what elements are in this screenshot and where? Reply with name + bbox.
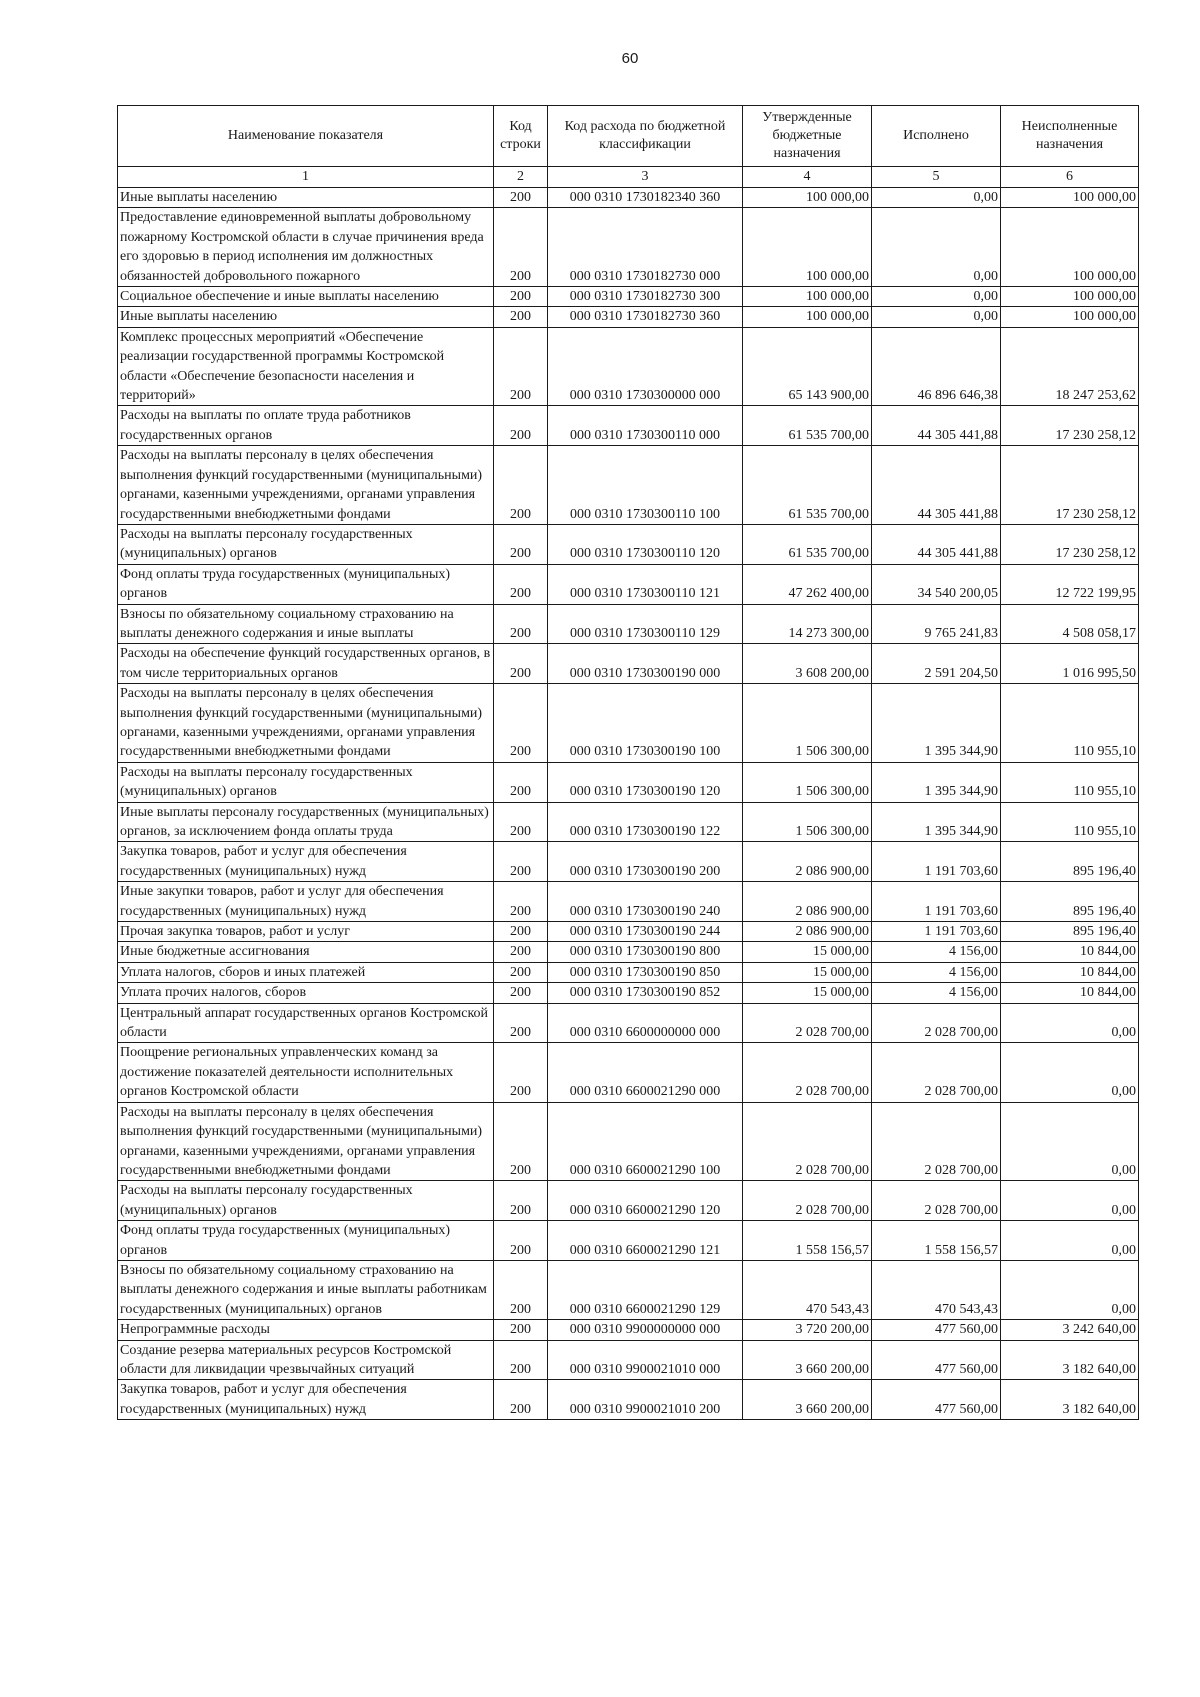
row-budget-code: 000 0310 1730300110 121 (548, 564, 743, 604)
row-code: 200 (494, 307, 548, 327)
row-approved: 2 028 700,00 (743, 1181, 872, 1221)
row-approved: 3 660 200,00 (743, 1340, 872, 1380)
row-budget-code: 000 0310 1730300000 000 (548, 327, 743, 406)
row-name: Создание резерва материальных ресурсов Костромской области для ликвидации чрезвычайных ситуаций (118, 1340, 494, 1380)
row-code: 200 (494, 327, 548, 406)
row-approved: 15 000,00 (743, 942, 872, 962)
row-code: 200 (494, 446, 548, 525)
row-executed: 9 765 241,83 (872, 604, 1001, 644)
row-unexecuted: 895 196,40 (1001, 922, 1139, 942)
row-name: Расходы на выплаты персоналу государственных (муниципальных) органов (118, 1181, 494, 1221)
row-unexecuted: 100 000,00 (1001, 208, 1139, 287)
row-unexecuted: 10 844,00 (1001, 962, 1139, 982)
row-executed: 4 156,00 (872, 942, 1001, 962)
row-unexecuted: 0,00 (1001, 1221, 1139, 1261)
row-budget-code: 000 0310 1730300190 800 (548, 942, 743, 962)
budget-execution-table (117, 105, 1139, 1420)
row-executed: 0,00 (872, 287, 1001, 307)
row-name: Центральный аппарат государственных органов Костромской области (118, 1003, 494, 1043)
row-executed: 1 395 344,90 (872, 762, 1001, 802)
row-approved: 3 608 200,00 (743, 644, 872, 684)
table-row (118, 842, 1139, 882)
table-row (118, 307, 1139, 327)
row-executed: 1 191 703,60 (872, 842, 1001, 882)
row-budget-code: 000 0310 1730300110 120 (548, 524, 743, 564)
table-row (118, 684, 1139, 763)
row-code: 200 (494, 802, 548, 842)
row-budget-code: 000 0310 1730182730 360 (548, 307, 743, 327)
row-code: 200 (494, 1043, 548, 1102)
row-executed: 2 028 700,00 (872, 1102, 1001, 1181)
row-budget-code: 000 0310 1730300110 129 (548, 604, 743, 644)
row-code: 200 (494, 644, 548, 684)
row-name: Поощрение региональных управленческих команд за достижение показателей деятельности исполнительных органов Костромской области (118, 1043, 494, 1102)
row-approved: 3 660 200,00 (743, 1380, 872, 1420)
row-approved: 65 143 900,00 (743, 327, 872, 406)
row-unexecuted: 895 196,40 (1001, 882, 1139, 922)
row-budget-code: 000 0310 9900021010 200 (548, 1380, 743, 1420)
row-budget-code: 000 0310 1730182340 360 (548, 188, 743, 208)
row-name: Иные закупки товаров, работ и услуг для обеспечения государственных (муниципальных) нужд (118, 882, 494, 922)
column-number: 5 (872, 167, 1001, 188)
row-name: Расходы на выплаты персоналу в целях обеспечения выполнения функций государственными (муниципальными) органами, казенными учреждениями, органами управления государственными внебюджетными фондами (118, 446, 494, 525)
row-budget-code: 000 0310 6600021290 000 (548, 1043, 743, 1102)
row-code: 200 (494, 604, 548, 644)
row-name: Социальное обеспечение и иные выплаты населению (118, 287, 494, 307)
table-row (118, 983, 1139, 1003)
row-budget-code: 000 0310 1730300190 852 (548, 983, 743, 1003)
row-approved: 2 028 700,00 (743, 1102, 872, 1181)
row-unexecuted: 895 196,40 (1001, 842, 1139, 882)
row-approved: 61 535 700,00 (743, 446, 872, 525)
row-code: 200 (494, 188, 548, 208)
row-unexecuted: 17 230 258,12 (1001, 446, 1139, 525)
row-budget-code: 000 0310 1730182730 300 (548, 287, 743, 307)
row-budget-code: 000 0310 6600021290 100 (548, 1102, 743, 1181)
row-executed: 1 395 344,90 (872, 684, 1001, 763)
row-budget-code: 000 0310 9900021010 000 (548, 1340, 743, 1380)
row-approved: 1 506 300,00 (743, 684, 872, 763)
row-code: 200 (494, 1260, 548, 1319)
row-budget-code: 000 0310 1730300190 240 (548, 882, 743, 922)
row-unexecuted: 3 182 640,00 (1001, 1340, 1139, 1380)
row-approved: 1 506 300,00 (743, 802, 872, 842)
row-code: 200 (494, 842, 548, 882)
row-budget-code: 000 0310 1730300190 850 (548, 962, 743, 982)
row-name: Прочая закупка товаров, работ и услуг (118, 922, 494, 942)
row-code: 200 (494, 564, 548, 604)
row-name: Иные бюджетные ассигнования (118, 942, 494, 962)
row-approved: 15 000,00 (743, 983, 872, 1003)
row-budget-code: 000 0310 9900000000 000 (548, 1320, 743, 1340)
row-name: Расходы на выплаты по оплате труда работников государственных органов (118, 406, 494, 446)
row-name: Закупка товаров, работ и услуг для обеспечения государственных (муниципальных) нужд (118, 1380, 494, 1420)
column-number: 2 (494, 167, 548, 188)
row-code: 200 (494, 524, 548, 564)
row-name: Иные выплаты населению (118, 188, 494, 208)
row-name: Расходы на выплаты персоналу государственных (муниципальных) органов (118, 762, 494, 802)
row-unexecuted: 0,00 (1001, 1043, 1139, 1102)
table-row (118, 446, 1139, 525)
table-row (118, 1102, 1139, 1181)
row-executed: 2 028 700,00 (872, 1043, 1001, 1102)
row-name: Уплата прочих налогов, сборов (118, 983, 494, 1003)
table-row (118, 188, 1139, 208)
row-approved: 2 086 900,00 (743, 882, 872, 922)
row-unexecuted: 17 230 258,12 (1001, 406, 1139, 446)
row-approved: 100 000,00 (743, 287, 872, 307)
table-row (118, 1043, 1139, 1102)
row-unexecuted: 0,00 (1001, 1003, 1139, 1043)
row-name: Закупка товаров, работ и услуг для обеспечения государственных (муниципальных) нужд (118, 842, 494, 882)
table-row (118, 882, 1139, 922)
row-code: 200 (494, 1102, 548, 1181)
table-row (118, 962, 1139, 982)
row-name: Взносы по обязательному социальному страхованию на выплаты денежного содержания и иные выплаты (118, 604, 494, 644)
row-code: 200 (494, 287, 548, 307)
row-unexecuted: 12 722 199,95 (1001, 564, 1139, 604)
table-row (118, 287, 1139, 307)
row-executed: 0,00 (872, 307, 1001, 327)
row-code: 200 (494, 208, 548, 287)
column-number: 6 (1001, 167, 1139, 188)
table-row (118, 327, 1139, 406)
column-header-code: Код строки (494, 106, 548, 167)
row-executed: 44 305 441,88 (872, 406, 1001, 446)
column-header-name: Наименование показателя (118, 106, 494, 167)
table-row (118, 922, 1139, 942)
row-name: Непрограммные расходы (118, 1320, 494, 1340)
row-executed: 4 156,00 (872, 962, 1001, 982)
row-unexecuted: 18 247 253,62 (1001, 327, 1139, 406)
row-approved: 15 000,00 (743, 962, 872, 982)
row-budget-code: 000 0310 1730300190 200 (548, 842, 743, 882)
row-unexecuted: 110 955,10 (1001, 762, 1139, 802)
table-row (118, 1320, 1139, 1340)
row-budget-code: 000 0310 1730182730 000 (548, 208, 743, 287)
column-number: 3 (548, 167, 743, 188)
row-name: Расходы на выплаты персоналу в целях обеспечения выполнения функций государственными (муниципальными) органами, казенными учреждениями, органами управления государственными внебюджетными фондами (118, 1102, 494, 1181)
row-budget-code: 000 0310 6600021290 120 (548, 1181, 743, 1221)
row-code: 200 (494, 762, 548, 802)
row-unexecuted: 0,00 (1001, 1102, 1139, 1181)
row-approved: 470 543,43 (743, 1260, 872, 1319)
row-unexecuted: 100 000,00 (1001, 307, 1139, 327)
row-approved: 100 000,00 (743, 307, 872, 327)
row-name: Комплекс процессных мероприятий «Обеспечение реализации государственной программы Костромской области «Обеспечение безопасности населения и территорий» (118, 327, 494, 406)
row-code: 200 (494, 882, 548, 922)
row-approved: 100 000,00 (743, 188, 872, 208)
row-budget-code: 000 0310 6600021290 121 (548, 1221, 743, 1261)
row-executed: 470 543,43 (872, 1260, 1001, 1319)
row-code: 200 (494, 1181, 548, 1221)
row-unexecuted: 3 182 640,00 (1001, 1380, 1139, 1420)
column-header-approved: Утвержденные бюджетные назначения (743, 106, 872, 167)
table-header-row (118, 106, 1139, 167)
table-body (118, 188, 1139, 1420)
row-executed: 2 591 204,50 (872, 644, 1001, 684)
row-name: Предоставление единовременной выплаты добровольному пожарному Костромской области в случае причинения вреда его здоровью в период исполнения им должностных обязанностей добровольного пожарного (118, 208, 494, 287)
table-row (118, 604, 1139, 644)
row-unexecuted: 1 016 995,50 (1001, 644, 1139, 684)
row-executed: 477 560,00 (872, 1380, 1001, 1420)
row-name: Уплата налогов, сборов и иных платежей (118, 962, 494, 982)
row-code: 200 (494, 1221, 548, 1261)
column-header-unexecuted: Неисполненные назначения (1001, 106, 1139, 167)
row-executed: 4 156,00 (872, 983, 1001, 1003)
row-unexecuted: 4 508 058,17 (1001, 604, 1139, 644)
row-budget-code: 000 0310 1730300190 100 (548, 684, 743, 763)
row-executed: 0,00 (872, 188, 1001, 208)
row-unexecuted: 3 242 640,00 (1001, 1320, 1139, 1340)
row-code: 200 (494, 922, 548, 942)
row-code: 200 (494, 1003, 548, 1043)
column-number: 1 (118, 167, 494, 188)
row-code: 200 (494, 406, 548, 446)
page-number: 60 (621, 50, 639, 67)
row-executed: 0,00 (872, 208, 1001, 287)
row-approved: 14 273 300,00 (743, 604, 872, 644)
row-approved: 2 086 900,00 (743, 842, 872, 882)
row-approved: 2 086 900,00 (743, 922, 872, 942)
row-budget-code: 000 0310 1730300110 100 (548, 446, 743, 525)
row-unexecuted: 110 955,10 (1001, 802, 1139, 842)
row-approved: 61 535 700,00 (743, 524, 872, 564)
table-row (118, 1221, 1139, 1261)
row-executed: 1 191 703,60 (872, 922, 1001, 942)
table-row (118, 1380, 1139, 1420)
row-approved: 2 028 700,00 (743, 1003, 872, 1043)
row-name: Иные выплаты персоналу государственных (муниципальных) органов, за исключением фонда оплаты труда (118, 802, 494, 842)
row-name: Расходы на выплаты персоналу государственных (муниципальных) органов (118, 524, 494, 564)
row-unexecuted: 10 844,00 (1001, 942, 1139, 962)
column-header-kbk: Код расхода по бюджетной классификации (548, 106, 743, 167)
row-budget-code: 000 0310 6600000000 000 (548, 1003, 743, 1043)
table-row (118, 1003, 1139, 1043)
row-code: 200 (494, 1380, 548, 1420)
row-name: Фонд оплаты труда государственных (муниципальных) органов (118, 564, 494, 604)
row-approved: 2 028 700,00 (743, 1043, 872, 1102)
row-unexecuted: 100 000,00 (1001, 287, 1139, 307)
table-row (118, 1260, 1139, 1319)
row-budget-code: 000 0310 1730300190 244 (548, 922, 743, 942)
row-code: 200 (494, 684, 548, 763)
row-code: 200 (494, 1320, 548, 1340)
row-unexecuted: 0,00 (1001, 1260, 1139, 1319)
row-name: Фонд оплаты труда государственных (муниципальных) органов (118, 1221, 494, 1261)
row-unexecuted: 100 000,00 (1001, 188, 1139, 208)
row-name: Расходы на выплаты персоналу в целях обеспечения выполнения функций государственными (муниципальными) органами, казенными учреждениями, органами управления государственными внебюджетными фондами (118, 684, 494, 763)
column-number: 4 (743, 167, 872, 188)
row-approved: 61 535 700,00 (743, 406, 872, 446)
row-budget-code: 000 0310 1730300110 000 (548, 406, 743, 446)
row-executed: 477 560,00 (872, 1340, 1001, 1380)
row-budget-code: 000 0310 1730300190 000 (548, 644, 743, 684)
table-row (118, 564, 1139, 604)
row-executed: 46 896 646,38 (872, 327, 1001, 406)
row-name: Иные выплаты населению (118, 307, 494, 327)
row-unexecuted: 10 844,00 (1001, 983, 1139, 1003)
table-row (118, 1181, 1139, 1221)
row-executed: 1 558 156,57 (872, 1221, 1001, 1261)
row-code: 200 (494, 962, 548, 982)
row-code: 200 (494, 983, 548, 1003)
row-name: Расходы на обеспечение функций государственных органов, в том числе территориальных органов (118, 644, 494, 684)
row-name: Взносы по обязательному социальному страхованию на выплаты денежного содержания и иные выплаты работникам государственных (муниципальных) органов (118, 1260, 494, 1319)
row-unexecuted: 110 955,10 (1001, 684, 1139, 763)
table-row (118, 802, 1139, 842)
row-executed: 1 395 344,90 (872, 802, 1001, 842)
row-executed: 2 028 700,00 (872, 1003, 1001, 1043)
column-number-row (118, 167, 1139, 188)
row-executed: 2 028 700,00 (872, 1181, 1001, 1221)
row-approved: 1 558 156,57 (743, 1221, 872, 1261)
row-executed: 34 540 200,05 (872, 564, 1001, 604)
row-executed: 44 305 441,88 (872, 524, 1001, 564)
row-approved: 100 000,00 (743, 208, 872, 287)
table-row (118, 644, 1139, 684)
row-approved: 1 506 300,00 (743, 762, 872, 802)
table-row (118, 406, 1139, 446)
row-executed: 1 191 703,60 (872, 882, 1001, 922)
row-code: 200 (494, 942, 548, 962)
table-row (118, 524, 1139, 564)
row-approved: 47 262 400,00 (743, 564, 872, 604)
row-budget-code: 000 0310 6600021290 129 (548, 1260, 743, 1319)
table-row (118, 1340, 1139, 1380)
row-executed: 477 560,00 (872, 1320, 1001, 1340)
column-header-executed: Исполнено (872, 106, 1001, 167)
row-executed: 44 305 441,88 (872, 446, 1001, 525)
row-budget-code: 000 0310 1730300190 122 (548, 802, 743, 842)
table-row (118, 208, 1139, 287)
row-budget-code: 000 0310 1730300190 120 (548, 762, 743, 802)
table-row (118, 942, 1139, 962)
table-row (118, 762, 1139, 802)
row-unexecuted: 0,00 (1001, 1181, 1139, 1221)
row-code: 200 (494, 1340, 548, 1380)
row-unexecuted: 17 230 258,12 (1001, 524, 1139, 564)
row-approved: 3 720 200,00 (743, 1320, 872, 1340)
